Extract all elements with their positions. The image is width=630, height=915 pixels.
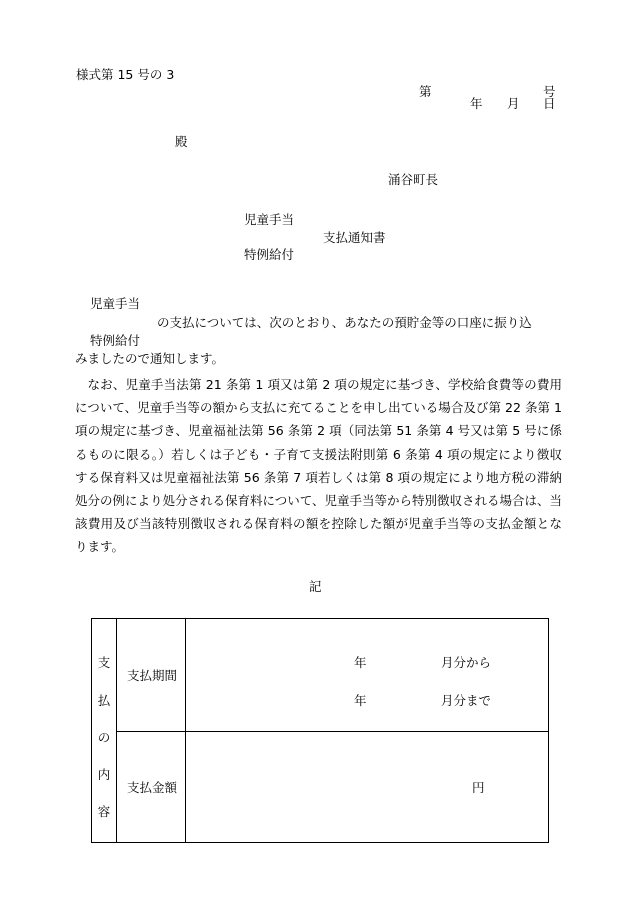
ki-heading: 記 xyxy=(309,579,322,594)
form-number: 様式第 15 号の 3 xyxy=(76,67,175,82)
issuer: 涌谷町長 xyxy=(388,172,439,187)
side-label-char: の xyxy=(97,730,111,745)
title-option-child-allowance: 児童手当 xyxy=(244,212,295,227)
period-from-month: 月分から xyxy=(441,655,492,670)
side-label-char: 支 xyxy=(97,655,111,670)
body-line-2: みましたので通知します。 xyxy=(75,351,225,366)
addressee-honorific: 殿 xyxy=(175,134,188,149)
side-label-char: 内 xyxy=(97,767,111,782)
document-title: 支払通知書 xyxy=(323,230,386,245)
date-year: 年 xyxy=(470,96,483,111)
period-to-year: 年 xyxy=(354,693,367,708)
document-number-prefix: 第 xyxy=(419,84,432,99)
body-option-child-allowance: 児童手当 xyxy=(90,296,141,311)
document-number-suffix: 号 xyxy=(543,84,556,99)
side-label-char: 払 xyxy=(97,693,111,708)
date-month: 月 xyxy=(507,96,520,111)
period-from-year: 年 xyxy=(354,655,367,670)
amount-unit: 円 xyxy=(472,780,485,795)
payment-amount-label: 支払金額 xyxy=(127,780,178,795)
body-line-1: の支払については、次のとおり、あなたの預貯金等の口座に振り込 xyxy=(157,315,532,330)
side-label-char: 容 xyxy=(97,804,111,819)
title-option-special-benefit: 特例給付 xyxy=(244,247,295,262)
period-to-month: 月分まで xyxy=(441,693,492,708)
table-row-divider xyxy=(116,731,548,732)
body-paragraph-2: なお、児童手当法第 21 条第 1 項又は第 2 項の規定に基づき、学校給食費等の費用について、児童手当等の額から支払に充てることを申し出ている場合及び第 22 条第 1 項の規定に基づき、児童福祉法第 56 条第 2 項（同法第 51 条第 4 号又は第 5 号に係るものに限る。）若しくは子ども・子育て支援法附則第 6 条第 4 項の規定により徴収する保育料又は児童福祉法第 56 条第 7 項若しくは第 8 項の規定により地方税の滞納処分の例により処分される保育料について、児童手当等から特別徴収される場合は、当該費用及び当該特別徴収される保育料の額を控除した額が児童手当等の支払金額となります。 xyxy=(75,377,563,555)
body-option-special-benefit: 特例給付 xyxy=(90,333,141,348)
payment-details-table xyxy=(91,618,549,843)
payment-period-label: 支払期間 xyxy=(127,668,178,683)
date-day: 日 xyxy=(543,96,556,111)
